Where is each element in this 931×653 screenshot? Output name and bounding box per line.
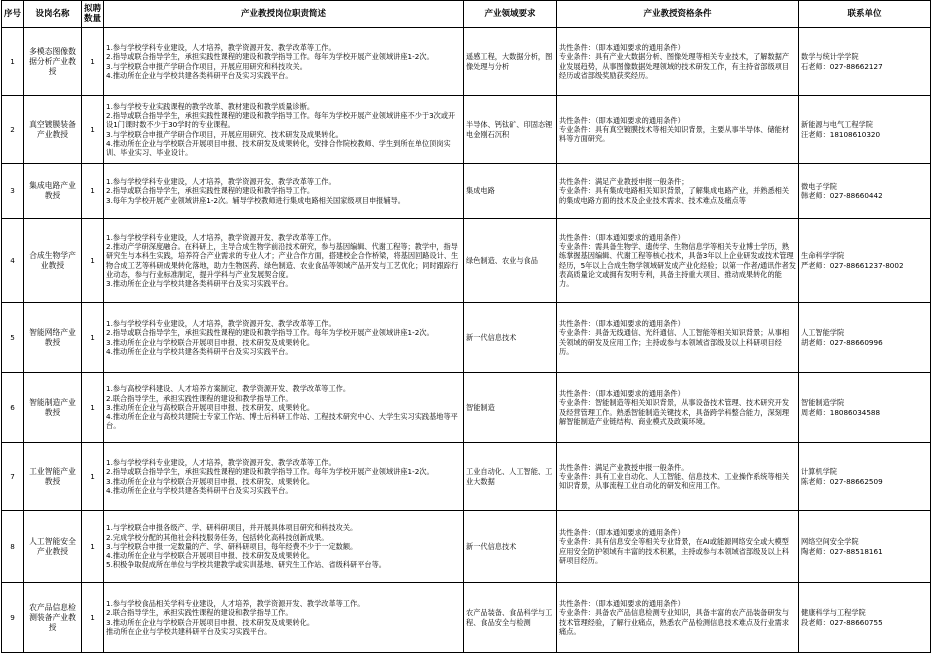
qualification-line: 专业条件：具有真空镀膜技术等相关知识背景，主要从事半导体、储能材料等方面研究。	[559, 124, 790, 144]
industry-field: 绿色制造、农业与食品	[464, 219, 557, 303]
header-name: 设岗名称	[24, 1, 82, 28]
qualifications	[557, 373, 799, 443]
row-number: 5	[2, 303, 24, 373]
table-row	[2, 96, 931, 164]
contact-unit	[799, 164, 931, 219]
contact-unit	[799, 96, 931, 164]
header-duties: 产业教授岗位职责简述	[104, 1, 464, 28]
duty-line: 1.参与学校食品相关学科专业建设，人才培养，教学资源开发、教学改革等工作。	[106, 598, 365, 608]
duty-line: 4.推动所在企业与学校共建各类科研平台及实习实践平台。	[106, 485, 293, 495]
duty-line: 1.与学校联合申报各级产、学、研科研项目，并开展具体项目研究和科技攻关。	[106, 523, 358, 533]
position-count: 1	[82, 443, 104, 511]
unit-name: 生命科学学院	[801, 251, 845, 261]
qualification-line: 共性条件：满足产业教授申报一般条件；	[559, 177, 689, 187]
position-name: 农产品信息检测装备产业教授	[24, 583, 82, 653]
unit-contact: 段老师：027-88660755	[801, 617, 883, 627]
industry-field: 遥感工程，大数据分析，图像处理与分析	[464, 28, 557, 96]
unit-contact: 胡老师：027-88660996	[801, 337, 883, 347]
positions-table	[1, 0, 931, 653]
qualification-line: 专业条件：具有集成电路相关知识背景，了解集成电路产业，并熟悉相关的集成电路方面的技术及企业技术需求、技术难点及痛点等	[559, 186, 790, 205]
position-duties	[104, 443, 464, 511]
position-count: 1	[82, 96, 104, 164]
row-number: 7	[2, 443, 24, 511]
duty-line: 2.完成学校分配的其他社会科技服务任务，包括转化高科技创新成果。	[106, 532, 329, 542]
duty-line: 4.推动所在企业与学校联合开展项目申报、技术研发及成果转化，安排合作院校教师、学生到所在单位顶岗实训、毕业实习、毕业设计。	[106, 138, 451, 158]
contact-unit	[799, 373, 931, 443]
duty-line: 4.推动所在企业与学校联合开展项目申报、技术研发及成果转化。	[106, 551, 315, 561]
unit-name: 新能源与电气工程学院	[801, 120, 873, 130]
contact-unit	[799, 583, 931, 653]
position-duties	[104, 373, 464, 443]
duty-line: 3.推动所在企业与学校联合开展项目申报、技术研发及成果转化。	[106, 617, 315, 627]
position-duties	[104, 303, 464, 373]
duty-line: 3.与学校联合申报一定数量的产、学、研科研项目，每年经费不少于一定数额。	[106, 541, 358, 551]
industry-field: 工业自动化、人工智能、工业大数据	[464, 443, 557, 511]
qualification-line: 专业条件：具有工业自动化、人工智能、信息技术、工业操作系统等相关知识背景，从事流程工业自动化的研发和应用工作。	[559, 471, 790, 491]
row-number: 6	[2, 373, 24, 443]
position-duties	[104, 583, 464, 653]
unit-contact: 汪老师：18108610320	[801, 129, 881, 139]
duty-line: 2.指导或联合指导学生，承担实践性课程的建设和教学指导工作。每年为学校开展产业领域讲座1-2次。	[106, 52, 434, 62]
duty-line: 4.推动所在企业与学校共建各类科研平台及实习实践平台。	[106, 70, 293, 80]
unit-name: 健康科学与工程学院	[801, 608, 866, 618]
qualification-line: 专业条件：具备农产品信息检测专业知识，具备丰富的农产品装备研发与技术管理经验，了解行业痛点，熟悉农产品检测信息技术难点及行业需求痛点。	[559, 608, 790, 636]
qualifications	[557, 583, 799, 653]
contact-unit	[799, 28, 931, 96]
position-duties	[104, 164, 464, 219]
industry-field: 新一代信息技术	[464, 511, 557, 583]
qualification-line: 共性条件：（即本通知要求的通用条件）	[559, 527, 685, 537]
position-name: 集成电路产业教授	[24, 164, 82, 219]
unit-contact: 陶老师：027-88518161	[801, 546, 883, 556]
qualification-line: 共性条件：（即本通知要求的通用条件）	[559, 388, 685, 398]
duty-line: 2.联合指导学生，承担实践性课程的建设和教学指导工作。	[106, 393, 293, 403]
qualification-line: 共性条件：满足产业教授申报一般条件。	[559, 462, 689, 472]
position-count: 1	[82, 583, 104, 653]
unit-contact: 韩老师：027-88660442	[801, 191, 883, 200]
qualifications	[557, 164, 799, 219]
qualification-line: 共性条件：（即本通知要求的通用条件）	[559, 115, 685, 125]
qualification-line: 共性条件：（即本通知要求的通用条件）	[559, 42, 685, 52]
position-name: 合成生物学产业教授	[24, 219, 82, 303]
row-number: 9	[2, 583, 24, 653]
duty-line: 2.联合指导学生，承担实践性课程的建设和教学指导工作。	[106, 608, 293, 618]
duty-line: 2.指导或联合指导学生，承担实践性课程的建设和教学指导工作。每年为学校开展产业领域讲座不少于3次或开设1门课时数不少于30学时的专业课程。	[106, 110, 456, 130]
position-count: 1	[82, 303, 104, 373]
duty-line: 3.推动所在企业与高校联合开展项目申报、技术研发、成果转化。	[106, 402, 315, 412]
unit-name: 网络空间安全学院	[801, 537, 859, 547]
industry-field: 集成电路	[464, 164, 557, 219]
duty-line: 3.每年为学校开展产业领域讲座1-2次。辅导学校教师进行集成电路相关国家级项目申报辅导。	[106, 195, 405, 205]
duty-line: 4.推动所在企业与高校共建院士专家工作站、博士后科研工作站、工程技术研究中心、大学生实习实践基地等平台。	[106, 412, 458, 431]
duty-line: 1.参与学校学科专业建设，人才培养，教学资源开发、教学改革等工作。	[106, 42, 336, 52]
position-count: 1	[82, 373, 104, 443]
qualification-line: 共性条件：（即本通知要求的通用条件）	[559, 598, 685, 608]
duty-line: 3.与学校联合申报产学研合作项目，开展应用研究、技术研发及成果转化。	[106, 129, 343, 139]
unit-contact: 周老师：18086034588	[801, 407, 881, 417]
duty-line: 3.推动所在企业与学校共建各类科研平台及实习实践平台。	[106, 279, 293, 289]
duty-line: 3.推动所在企业与学校联合开展项目申报、技术研发及成果转化。	[106, 337, 315, 347]
unit-contact: 石老师：027-88662127	[801, 61, 883, 71]
table-row	[2, 373, 931, 443]
qualifications	[557, 511, 799, 583]
row-number: 1	[2, 28, 24, 96]
duty-line: 1.参与学校学科专业建设，人才培养，教学资源开发、教学改革等工作。	[106, 232, 336, 242]
unit-name: 微电子学院	[801, 181, 837, 191]
contact-unit	[799, 511, 931, 583]
duty-line: 推动所在企业与学校共建科研平台及实习实践平台。	[106, 626, 272, 636]
unit-name: 数学与统计学学院	[801, 52, 859, 62]
position-count: 1	[82, 219, 104, 303]
duty-line: 2.指导或联合指导学生，承担实践性课程的建设和教学指导工作。	[106, 186, 315, 196]
qualifications	[557, 443, 799, 511]
position-duties	[104, 511, 464, 583]
unit-contact: 陈老师：027-88662509	[801, 476, 883, 486]
header-unit: 联系单位	[799, 1, 931, 28]
unit-name: 人工智能学院	[801, 328, 845, 338]
qualifications	[557, 303, 799, 373]
header-qualifications: 产业教授资格条件	[557, 1, 799, 28]
unit-name: 智能制造学院	[801, 398, 845, 408]
duty-line: 2.推动产学研深度融合。在科研上，主导合成生物学前沿技术研究，参与基因编辑、代谢工程等；教学中，指导研究生与本科生实践，培养符合产业需求的专业人才；产业合作方面，搭建校企合作桥梁，将基因回路设计、生物合成工艺等科研成果转化落地，助力生物医药、绿色制造、农业食品等领域产品开发与工艺优化；同时跟踪行业动态，参与行业标准制定，提升学科与产业发展契合度。	[106, 241, 459, 279]
duty-line: 5.积极争取促成所在单位与学校共建教学或实训基地、研究生工作站、省级科研平台等。	[106, 560, 386, 570]
position-count: 1	[82, 28, 104, 96]
position-name: 人工智能安全产业教授	[24, 511, 82, 583]
qualification-line: 共性条件：（即本通知要求的通用条件）	[559, 232, 685, 242]
duty-line: 1.参与学校专业实践课程的教学改革、教材建设和教学质量诊断。	[106, 101, 315, 111]
qualification-line: 专业条件：智能制造等相关知识背景，从事设备技术管理、技术研究开发及经营管理工作。熟悉智能制造关键技术，具备跨学科整合能力，深刻理解智能制造产业链结构、商业模式及政策环境。	[559, 398, 790, 426]
qualification-line: 专业条件：具有信息安全等相关专业背景，在AI或能源网络安全或大模型应用安全防护领域有丰富的技术积累，主持或参与本领域省部级及以上科研项目经历。	[559, 537, 790, 565]
header-count: 拟聘数量	[82, 1, 104, 28]
table-row	[2, 583, 931, 653]
duty-line: 1.参与学校学科专业建设，人才培养，教学资源开发、教学改革等工作。	[106, 318, 336, 328]
qualification-line: 专业条件：具备无线通信、光纤通信、人工智能等相关知识背景；从事相关领域的研发及应用工作；主持或参与本领域省部级及以上科研项目经历。	[559, 328, 790, 356]
table-body	[2, 28, 931, 653]
duty-line: 1.参与学校学科专业建设，人才培养，教学资源开发、教学改革等工作。	[106, 457, 336, 467]
table-row	[2, 164, 931, 219]
industry-field: 半导体、钙钛矿、印固态锂电金刚石沉积	[464, 96, 557, 164]
position-name: 智能制造产业教授	[24, 373, 82, 443]
position-duties	[104, 28, 464, 96]
duty-line: 1.参与学校学科专业建设，人才培养，教学资源开发、教学改革等工作。	[106, 177, 336, 187]
contact-unit	[799, 443, 931, 511]
duty-line: 3.与学校联合申报产学研合作项目，开展应用研究和科技攻关。	[106, 61, 307, 71]
position-name: 工业智能产业教授	[24, 443, 82, 511]
duty-line: 2.指导或联合指导学生，承担实践性课程的建设和教学指导工作。每年为学校开展产业领域讲座1-2次。	[106, 328, 434, 338]
qualification-line: 共性条件：（即本通知要求的通用条件）	[559, 318, 685, 328]
industry-field: 农产品装备、食品科学与工程、食品安全与检测	[464, 583, 557, 653]
table-row	[2, 443, 931, 511]
industry-field: 新一代信息技术	[464, 303, 557, 373]
row-number: 3	[2, 164, 24, 219]
row-number: 2	[2, 96, 24, 164]
header-no: 序号	[2, 1, 24, 28]
position-name: 多模态图像数据分析产业教授	[24, 28, 82, 96]
position-name: 真空镀膜装备产业教授	[24, 96, 82, 164]
table-row	[2, 511, 931, 583]
unit-contact: 严老师：027-88661237-8002	[801, 260, 904, 270]
industry-field: 智能制造	[464, 373, 557, 443]
qualification-line: 专业条件：需具备生物学、遗传学、生物信息学等相关专业博士学历，熟练掌握基因编辑、代谢工程等核心技术，具备3年以上企业研发或技术管理经历，5年以上合成生物学领域研发成产业化经验；以第一作者/通讯作者发表高质量论文或拥有发明专利，具备主持重大项目、推动成果转化的能力。	[559, 241, 796, 289]
header-field: 产业领域要求	[464, 1, 557, 28]
position-name: 智能网络产业教授	[24, 303, 82, 373]
position-duties	[104, 219, 464, 303]
position-count: 1	[82, 164, 104, 219]
duty-line: 2.指导或联合指导学生，承担实践性课程的建设和教学指导工作。每年为学校开展产业领域讲座1-2次。	[106, 467, 434, 477]
qualification-line: 专业条件：具有产业大数据分析、图像处理等相关专业技术，了解数据产业发展趋势，从事图像数据处理领域的技术研发工作，有主持省部级项目经历或省部级奖励获奖经历。	[559, 52, 790, 80]
header-row	[2, 1, 931, 28]
duty-line: 1.参与高校学科建设、人才培养方案制定、教学资源开发、教学改革等工作。	[106, 384, 351, 394]
unit-name: 计算机学院	[801, 467, 837, 477]
row-number: 8	[2, 511, 24, 583]
position-duties	[104, 96, 464, 164]
table-row	[2, 28, 931, 96]
contact-unit	[799, 303, 931, 373]
duty-line: 4.推动所在企业与学校共建各类科研平台及实习实践平台。	[106, 346, 293, 356]
duty-line: 3.推动所在企业与学校联合开展项目申报、技术研发、成果转化。	[106, 476, 315, 486]
position-count: 1	[82, 511, 104, 583]
table-row	[2, 219, 931, 303]
contact-unit	[799, 219, 931, 303]
qualifications	[557, 28, 799, 96]
qualifications	[557, 219, 799, 303]
table-row	[2, 303, 931, 373]
row-number: 4	[2, 219, 24, 303]
qualifications	[557, 96, 799, 164]
